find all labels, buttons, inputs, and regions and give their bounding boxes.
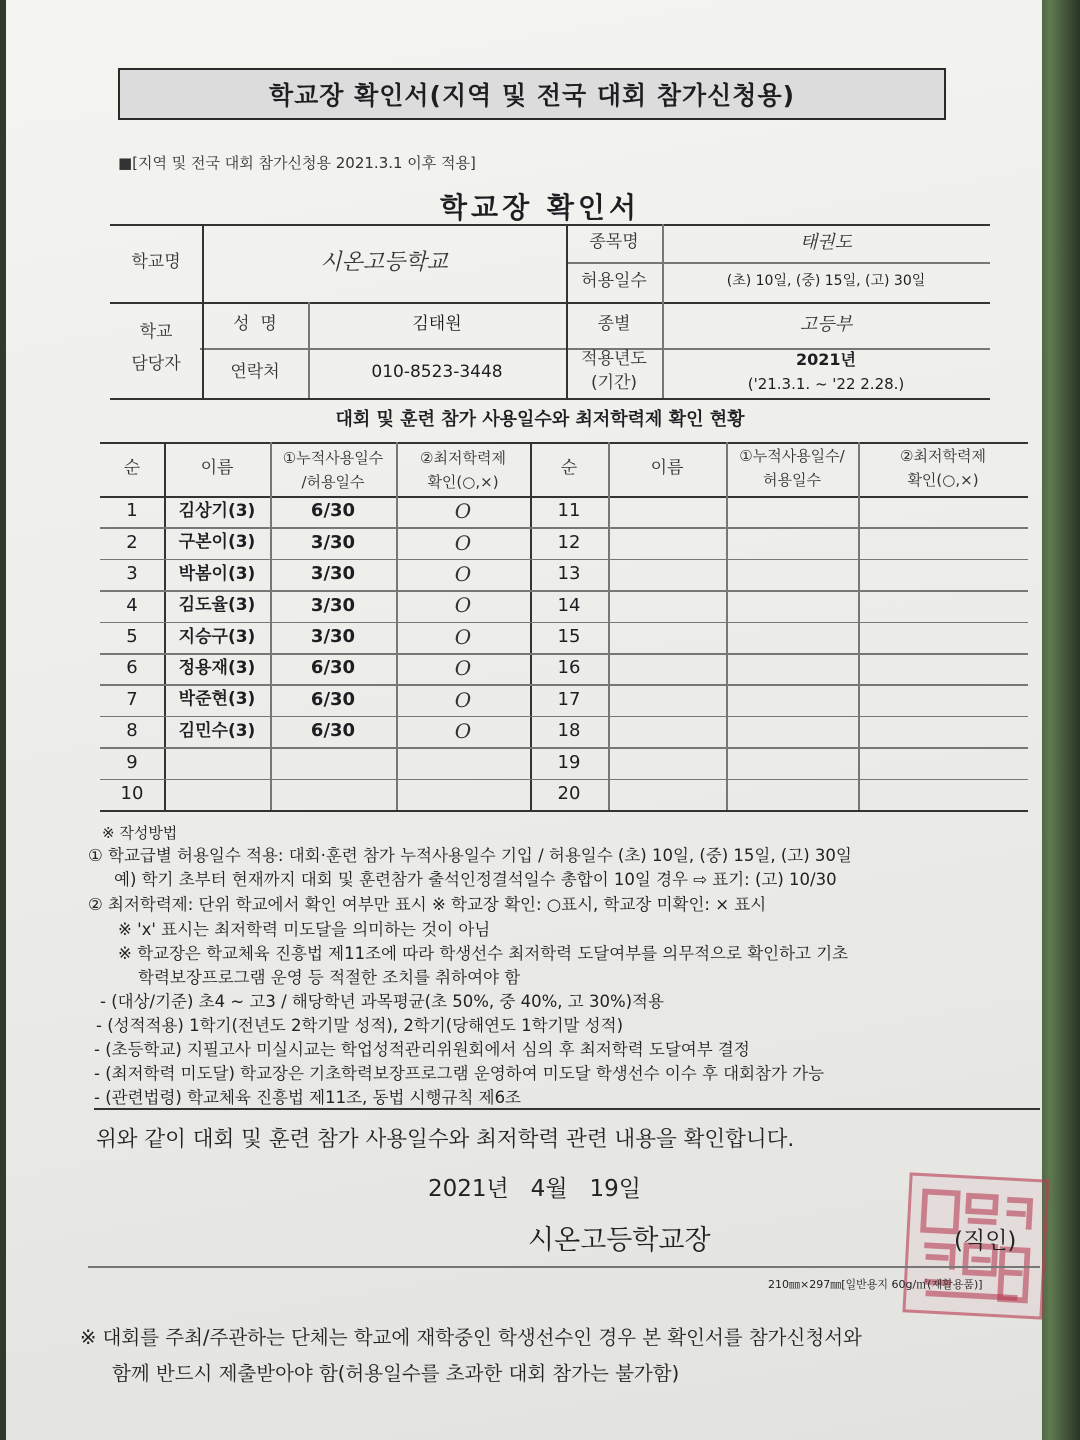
- note-line: 예) 학기 초부터 현재까지 대회 및 훈련참가 출석인정결석일수 총합이 10일 경우 ⇨ 표기: (고) 10/30: [114, 870, 837, 889]
- days-used: 3/30: [310, 563, 356, 585]
- confirmation-date: 2021년 4월 19일: [428, 1176, 641, 1202]
- row-number: 20: [557, 783, 581, 805]
- row-number: 15: [557, 626, 581, 648]
- row-number: 5: [126, 626, 138, 648]
- academic-check-mark: O: [454, 499, 472, 524]
- manager-label: 학교: [139, 322, 173, 343]
- manager-name-value: 김태원: [412, 314, 462, 335]
- academic-check-mark: O: [454, 624, 472, 649]
- athlete-name: 지승구(3): [178, 626, 256, 647]
- seal-label: (직인): [954, 1228, 1017, 1254]
- signer-name: 시온고등학교장: [528, 1225, 711, 1256]
- col-header-days-right: ①누적사용일수/: [739, 446, 845, 465]
- col-header-check-right-2: 확인(○,×): [907, 470, 979, 489]
- row-number: 14: [557, 594, 581, 616]
- athlete-name: 구본이(3): [178, 532, 256, 553]
- athlete-name: 김민수(3): [178, 720, 256, 741]
- allowed-days-value: (초) 10일, (중) 15일, (고) 30일: [726, 273, 926, 290]
- contact-label: 연락처: [230, 362, 280, 383]
- days-used: 3/30: [310, 626, 356, 648]
- academic-check-mark: O: [454, 530, 472, 555]
- academic-check-mark: O: [454, 593, 472, 618]
- note-line: ※ 학교장은 학교체육 진흥법 제11조에 따라 학생선수 최저학력 도달여부를 의무적으로 확인하고 기초: [118, 944, 849, 963]
- row-number: 6: [126, 657, 138, 679]
- row-number: 3: [126, 563, 138, 585]
- col-header-name: 이름: [200, 458, 234, 479]
- row-number: 12: [557, 531, 581, 553]
- paper-spec: 210㎜×297㎜[일반용지 60g/㎡(재활용품)]: [768, 1278, 983, 1291]
- col-header-days: ①누적사용일수: [282, 448, 384, 467]
- note-line: - (대상/기준) 초4 ~ 고3 / 해당학년 과목평균(초 50%, 중 40%, 고 30%)적용: [100, 992, 664, 1011]
- note-line: - (최저학력 미도달) 학교장은 기초학력보장프로그램 운영하여 미도달 학생선수 이수 후 대회참가 가능: [94, 1064, 825, 1083]
- note-line: 학력보장프로그램 운영 등 적절한 조치를 취하여야 함: [138, 968, 521, 987]
- contact-value: 010-8523-3448: [371, 362, 503, 383]
- status-section-title: 대회 및 훈련 참가 사용일수와 최저학력제 확인 현황: [335, 408, 745, 430]
- document-subtitle: ■[지역 및 전국 대회 참가신청용 2021.3.1 이후 적용]: [118, 154, 476, 172]
- division-value: 고등부: [799, 313, 853, 335]
- row-number: 10: [120, 783, 144, 805]
- footer-note: ※ 대회를 주최/주관하는 단체는 학교에 재학중인 학생선수인 경우 본 확인서를 참가신청서와: [80, 1326, 862, 1349]
- year-label: 적용년도: [581, 349, 647, 370]
- notes-heading: ※ 작성방법: [102, 824, 178, 842]
- athlete-name: 박준현(3): [178, 689, 256, 710]
- academic-check-mark: [396, 779, 530, 810]
- school-name-value: 시온고등학교: [320, 250, 448, 276]
- name-label: 성 명: [233, 314, 277, 335]
- days-used: 3/30: [310, 531, 356, 553]
- note-line: ② 최저학력제: 단위 학교에서 확인 여부만 표시 ※ 학교장 확인: ○표시, 학교장 미확인: × 표시: [88, 895, 767, 914]
- days-used: 6/30: [310, 657, 356, 679]
- row-number: 8: [126, 720, 138, 742]
- row-number: 7: [126, 688, 138, 710]
- col-header-days-2: /허용일수: [301, 472, 365, 491]
- row-number: 11: [557, 500, 581, 522]
- days-used: 3/30: [310, 594, 356, 616]
- academic-check-mark: O: [454, 718, 472, 743]
- col-header-check-2: 확인(○,×): [427, 472, 499, 491]
- academic-check-mark: [396, 747, 530, 778]
- academic-check-mark: O: [454, 561, 472, 586]
- row-number: 19: [557, 751, 581, 773]
- row-number: 17: [557, 688, 581, 710]
- days-used: 6/30: [310, 688, 356, 710]
- row-number: 4: [126, 594, 138, 616]
- athlete-name: 김도율(3): [178, 595, 256, 616]
- athlete-name: [164, 779, 270, 810]
- school-name-label: 학교명: [131, 252, 181, 273]
- athlete-name: 박봄이(3): [178, 563, 256, 584]
- row-number: 9: [126, 751, 138, 773]
- athlete-name: 김상기(3): [178, 501, 256, 522]
- col-header-days-right-2: 허용일수: [763, 470, 821, 489]
- row-number: 18: [557, 720, 581, 742]
- days-used: [270, 779, 396, 810]
- note-line: - (초등학교) 지필고사 미실시교는 학업성적관리위원회에서 심의 후 최저학력 도달여부 결정: [94, 1040, 750, 1059]
- allowed-days-label: 허용일수: [581, 271, 647, 292]
- year-value: 2021년: [796, 350, 856, 369]
- athlete-name: 정용재(3): [178, 658, 256, 679]
- days-used: 6/30: [310, 500, 356, 522]
- row-number: 1: [126, 500, 138, 522]
- academic-check-mark: O: [454, 687, 472, 712]
- days-used: 6/30: [310, 720, 356, 742]
- note-line: - (관련법령) 학교체육 진흥법 제11조, 동법 시행규칙 제6조: [94, 1088, 521, 1107]
- sport-value: 태권도: [799, 231, 853, 253]
- days-used: [270, 747, 396, 778]
- form-title: 학교장 확인서: [439, 191, 641, 224]
- col-header-no-right: 순: [560, 458, 578, 479]
- col-header-name-right: 이름: [650, 458, 684, 479]
- year-period-value: ('21.3.1. ~ '22 2.28.): [747, 374, 905, 393]
- row-number: 13: [557, 563, 581, 585]
- academic-check-mark: O: [454, 656, 472, 681]
- note-line: - (성적적용) 1학기(전년도 2학기말 성적), 2학기(당해연도 1학기말 성적): [96, 1016, 624, 1035]
- row-number: 2: [126, 531, 138, 553]
- col-header-no: 순: [123, 458, 141, 479]
- row-number: 16: [557, 657, 581, 679]
- athlete-name: [164, 747, 270, 778]
- confirmation-statement: 위와 같이 대회 및 훈련 참가 사용일수와 최저학력 관련 내용을 확인합니다.: [96, 1127, 795, 1152]
- sport-label: 종목명: [589, 232, 639, 253]
- footer-note-2: 함께 반드시 제출받아야 함(허용일수를 초과한 대회 참가는 불가함): [112, 1362, 680, 1385]
- year-label-2: (기간): [590, 373, 638, 394]
- col-header-check: ②최저학력제: [420, 448, 506, 467]
- manager-label-2: 담당자: [131, 354, 181, 375]
- col-header-check-right: ②최저학력제: [900, 446, 986, 465]
- document-title: 학교장 확인서(지역 및 전국 대회 참가신청용): [118, 68, 946, 120]
- division-label: 종별: [597, 314, 631, 335]
- note-line: ① 학교급별 허용일수 적용: 대회·훈련 참가 누적사용일수 기입 / 허용일수 (초) 10일, (중) 15일, (고) 30일: [88, 846, 852, 865]
- note-line: ※ 'x' 표시는 최저학력 미도달을 의미하는 것이 아님: [118, 920, 491, 939]
